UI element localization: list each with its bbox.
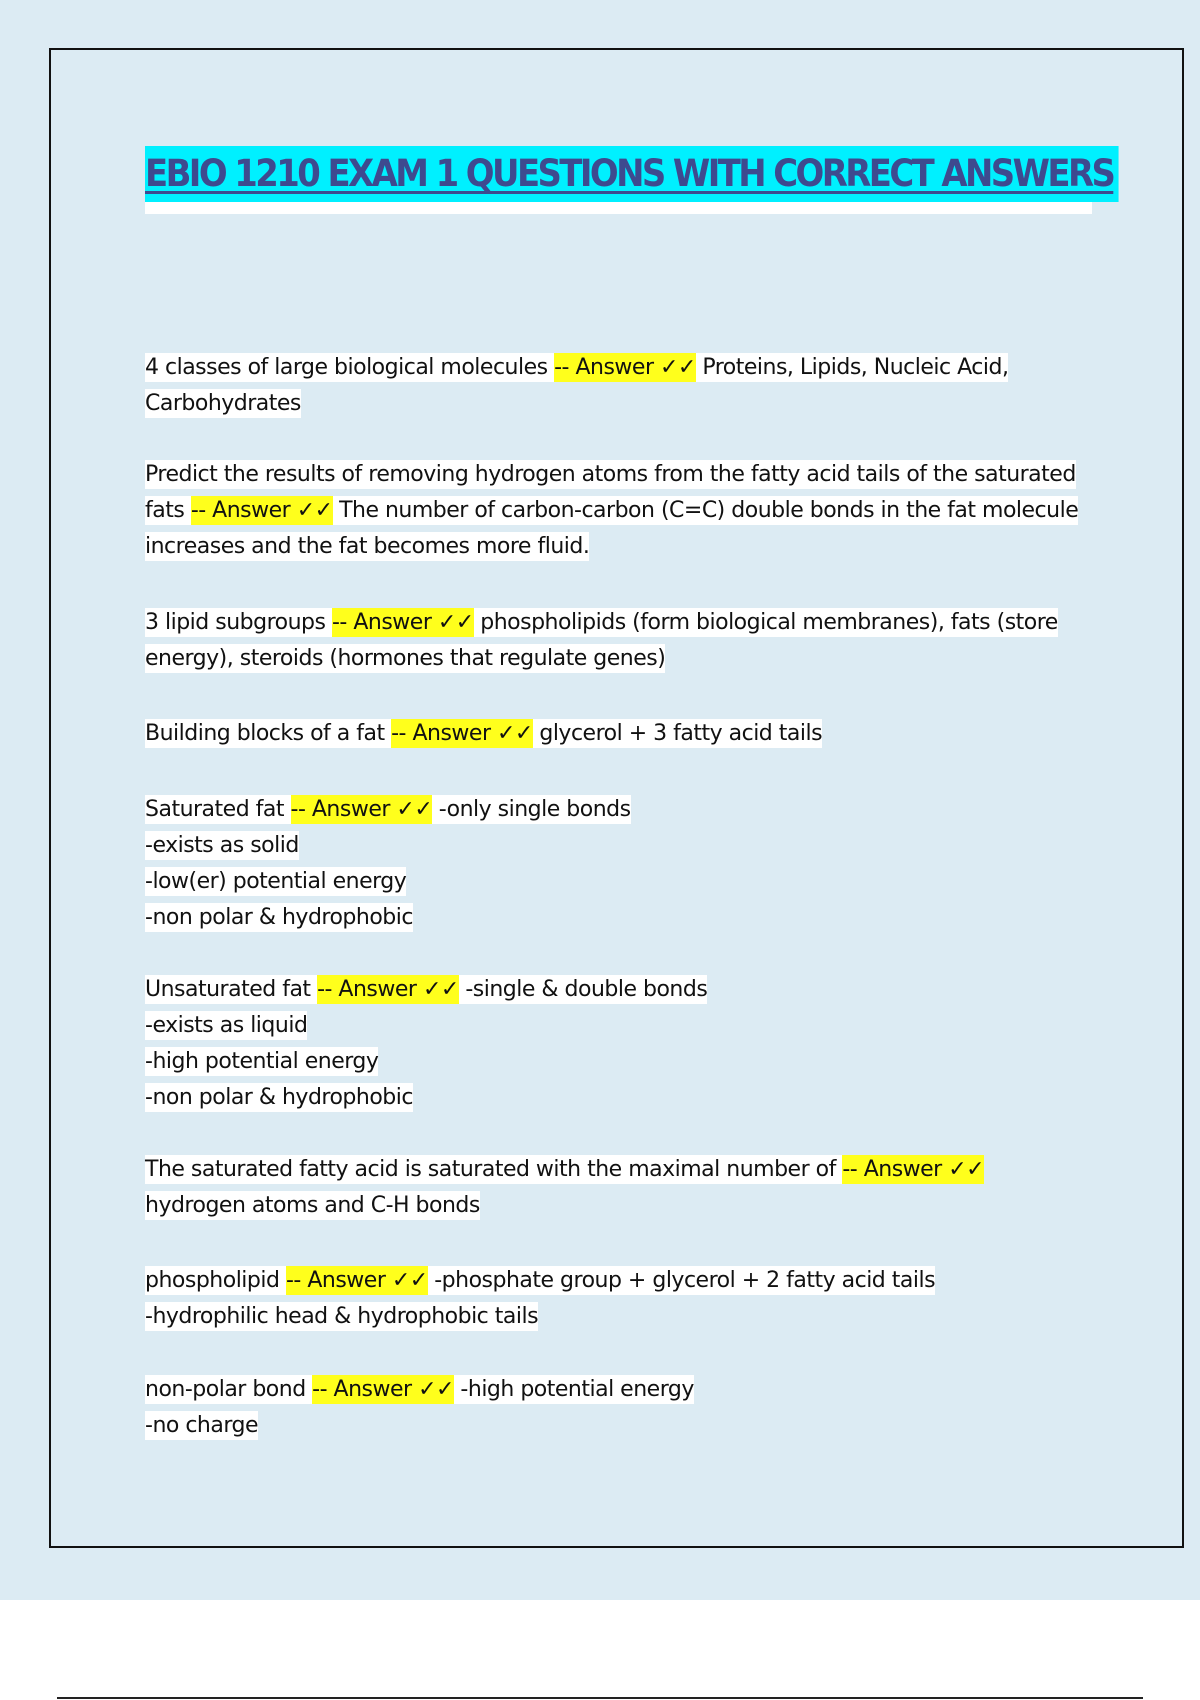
answer-text: Proteins, Lipids, Nucleic Acid, [695,355,1009,380]
answer-marker: -- Answer ✓✓ [391,721,533,746]
qa-item [145,605,1105,677]
answer-text: -high potential energy [145,1049,379,1074]
bottom-rule [57,1697,1143,1699]
answer-text: -exists as solid [145,833,299,858]
answer-marker: -- Answer ✓✓ [331,610,474,635]
answer-text: glycerol + 3 fatty acid tails [532,721,823,746]
question-text: non-polar bond [145,1377,313,1402]
answer-marker: -- Answer ✓✓ [290,797,433,822]
qa-item [145,1263,1105,1335]
answer-text: -hydrophilic head & hydrophobic tails [145,1304,539,1329]
answer-text: -high potential energy [453,1377,694,1402]
question-text: 4 classes of large biological molecules [145,355,555,380]
question-text: Predict the results of removing hydrogen atoms from the fatty acid tails of the saturated fats [145,462,1076,523]
qa-item [145,716,1105,752]
answer-marker: -- Answer ✓✓ [842,1157,985,1182]
title-banner [145,146,1114,214]
question-text: 3 lipid subgroups [145,610,332,635]
page-title: EBIO 1210 EXAM 1 QUESTIONS WITH CORRECT ANSWERS [145,146,1119,202]
answer-marker: -- Answer ✓✓ [554,355,696,380]
answer-text: -low(er) potential energy [145,869,407,894]
answer-marker: -- Answer ✓✓ [312,1377,454,1402]
answer-text: The number of carbon-carbon (C=C) double bonds in the fat molecule increases and the fat becomes more fluid. [145,498,1079,559]
qa-item [145,792,1105,936]
question-text: Unsaturated fat [145,977,318,1002]
answer-marker: -- Answer ✓✓ [285,1268,428,1293]
answer-text: phospholipids (form biological membranes), fats (store energy), steroids (hormones that regulate genes) [145,610,1058,671]
answer-text: -no charge [145,1413,259,1438]
answer-text: -only single bonds [432,797,631,822]
qa-item [145,1152,1105,1224]
answer-marker: -- Answer ✓✓ [317,977,459,1002]
question-text: phospholipid [145,1268,286,1293]
question-text: Saturated fat [145,797,291,822]
answer-text: -phosphate group + glycerol + 2 fatty acid tails [427,1268,936,1293]
answer-marker: -- Answer ✓✓ [190,498,333,523]
answer-text: -non polar & hydrophobic [145,905,413,930]
question-text: The saturated fatty acid is saturated with the maximal number of [145,1157,843,1182]
answer-text: hydrogen atoms and C-H bonds [145,1193,480,1218]
answer-text: -single & double bonds [458,977,708,1002]
qa-item [145,457,1105,565]
qa-item [145,350,1105,422]
question-text: Building blocks of a fat [145,721,392,746]
qa-item [145,1372,1105,1444]
qa-item [145,972,1105,1116]
answer-text: Carbohydrates [145,391,301,416]
answer-text: -non polar & hydrophobic [145,1085,413,1110]
answer-text: -exists as liquid [145,1013,308,1038]
